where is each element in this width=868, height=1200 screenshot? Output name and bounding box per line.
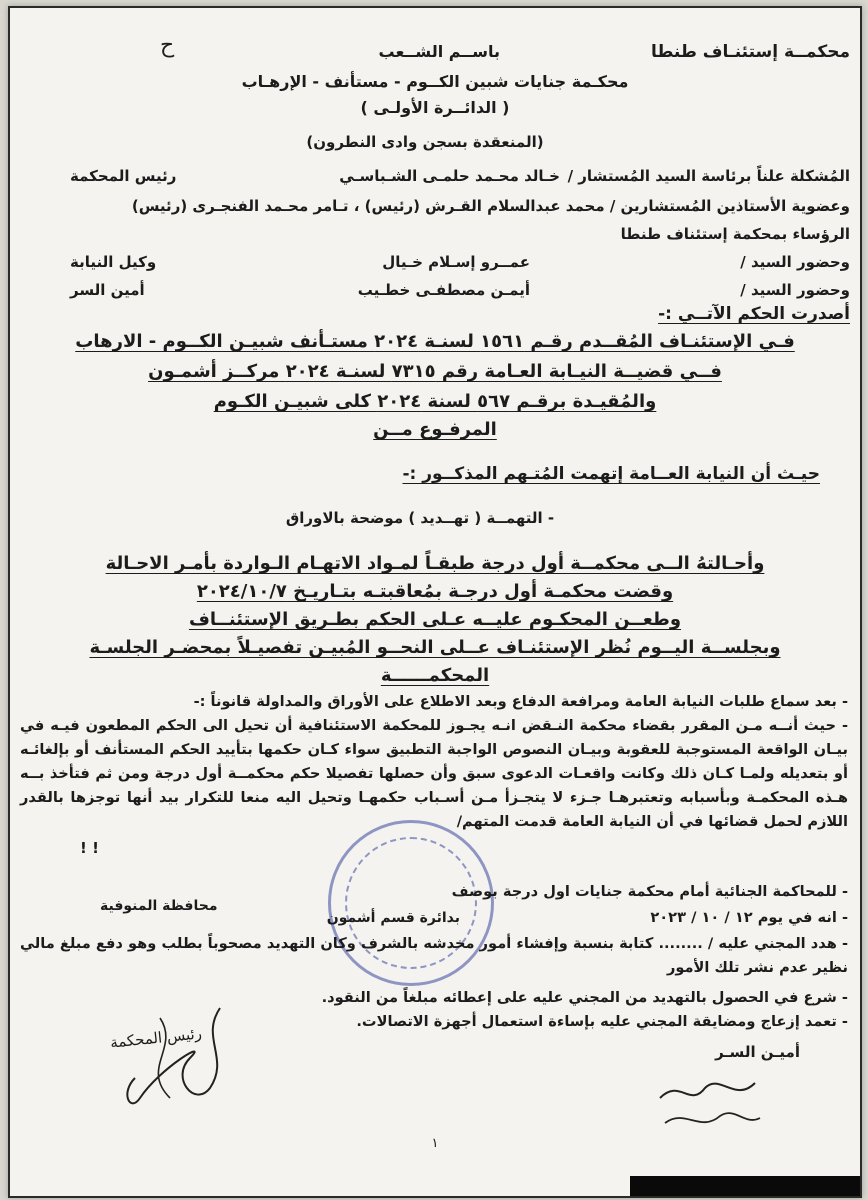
appellant-heading: المرفـوع مــن [373, 419, 497, 440]
paragraph-reasoning: - حيث أنــه مـن المقرر بقضاء محكمة النـقض انـه يجـوز للمحكمة الاستئنافية أن تحيل الى الحكم المطعون فيـه في بيـان الواقعة المستوجبة للعقوبة وبيـان النصوص الواجبة التطبيق سواء كـان حكمها بتأييد الحكم المستأنف أو بإلغائـه أو بتعديله ولمـا كـان ذلك وكانت واقعـات الدعوى سبق وأن حصلها تفصيلا حكم محكمــة أول درجة ومن ثم فتأخذ بــه هـذه المحكمـة وبأسبابه وتعتبرهـا جـزء لا يتجـزأ مـن أسـباب حكمهـا وتحيل اليه منعا للتكرار بيد أنها توجزها بالقدر اللازم لحمل قضائها في أن النيابة العامة قدمت المتهم/ [20, 717, 848, 830]
court-chamber: محكـمة جنايات شبين الكــوم - مستأنف - الإرهـاب [241, 72, 629, 91]
paragraph-threat: - هدد المجني عليه / ........ كتابة بنسبة وإفشاء أمور مخدشه بالشرف وكان التهديد مصحوباً بطلب وهو دفع مبلغ مالي نظير عدم نشر تلك الأمور [20, 935, 848, 976]
prosecutor-name: عمــرو إسـلام خـيال [382, 253, 530, 271]
court-heading: المحكمــــــة [380, 665, 490, 686]
paragraph-trailing-marks: ! ! [80, 839, 99, 857]
appeal-number: فـي الإستئنـاف المُقــدم رقـم ١٥٦١ لسنـة ٢٠٢٤ مستـأنف شبيـن الكــوم - الارهاب [75, 331, 795, 352]
corner-mark: ح [160, 33, 175, 58]
procedure-referral: وأحـالتهُ الــى محكمــة أول درجة طبقـاً لمـواد الاتهـام الـواردة بأمـر الاحـالة [105, 553, 765, 574]
registered-case-number: والمُقيـدة برقـم ٥٦٧ لسنة ٢٠٢٤ كلى شبيـن الكـوم [213, 391, 657, 412]
president-signature [100, 998, 260, 1118]
procedure-appeal: وطعــن المحكـوم عليــه عـلى الحكم بطـريق الإستئنــاف [188, 609, 682, 630]
panel-president-label: المُشكلة علناً برئاسة السيد المُستشار / [567, 167, 850, 185]
governorate: محافظة المنوفية [100, 898, 218, 914]
procedure-first-instance: وقضت محكمـة أول درجـة بمُعاقبتـه بتـاريـخ ٢٠٢٤/١٠/٧ [196, 581, 674, 602]
ruling-intro: أصدرت الحكم الآتــي :- [658, 304, 850, 324]
prosecutor-role: وكيل النيابة [70, 253, 157, 271]
document-page [8, 6, 862, 1198]
paragraph-extortion: - شرع في الحصول بالتهديد من المجني عليه على إعطائه مبلغاً من النقود. [321, 989, 848, 1006]
secretary-label: وحضور السيد / [740, 281, 850, 299]
circuit-number: ( الدائــرة الأولـى ) [360, 98, 510, 117]
secretary-name: أيمـن مصطفـى خطـيب [357, 281, 530, 299]
procedure-hearing: وبجلســة اليــوم نُظر الإستئنـاف عــلى النحــو المُبيـن تفصيـلاً بمحضـر الجلسـة [89, 637, 781, 658]
paragraph-referral: - للمحاكمة الجنائية أمام محكمة جنايات اول درجة بوصف [451, 883, 848, 900]
secretary-signature [650, 1068, 770, 1138]
page-number: ١ [431, 1136, 439, 1151]
district: بدائرة قسم أشمون [326, 910, 460, 926]
paragraph-after-hearing: - بعد سماع طلبات النيابة العامة ومرافعة الدفاع وبعد الاطلاع على الأوراق والمداولة قانوناً :- [193, 693, 848, 710]
panel-president-role: رئيس المحكمة [70, 167, 177, 185]
panel-president-name: خـالد محـمد حلمـى الشـباسـي [339, 167, 560, 185]
panel-court: الرؤساء بمحكمة إستئناف طنطا [620, 225, 850, 243]
charge: - التهمــة ( تهــديد ) موضحة بالاوراق [285, 509, 555, 527]
in-the-name-of-the-people: باســم الشــعب [378, 42, 500, 61]
paragraph-harassment: - تعمد إزعاج ومضايقة المجني عليه بإساءة استعمال أجهزة الاتصالات. [356, 1013, 848, 1030]
secretary-role: أمين السر [70, 281, 145, 299]
paragraph-date: - انه في يوم ١٢ / ١٠ / ٢٠٢٣ [650, 909, 848, 926]
prosecutor-label: وحضور السيد / [740, 253, 850, 271]
president-signature-label: رئيس المحكمة [109, 1024, 203, 1052]
panel-members: وعضوية الأستاذين المُستشارين / محمد عبدالسلام القـرش (رئيس) ، تـامر محـمد الفنجـرى (رئيس) [131, 197, 850, 215]
secretary-signature-label: أميـن السـر [715, 1043, 800, 1061]
redaction-bar [630, 1176, 860, 1198]
whereas-clause: حيـث أن النيابة العــامة إتهمت المُتـهم المذكــور :- [402, 464, 820, 484]
court-venue: (المنعقدة بسجن وادى النطرون) [306, 133, 544, 151]
prosecution-case-number: فــي قضيــة النيـابة العـامة رقم ٧٣١٥ لسنـة ٢٠٢٤ مركــز أشمـون [148, 361, 722, 382]
court-name: محكمــة إستئنـاف طنطا [650, 42, 850, 62]
